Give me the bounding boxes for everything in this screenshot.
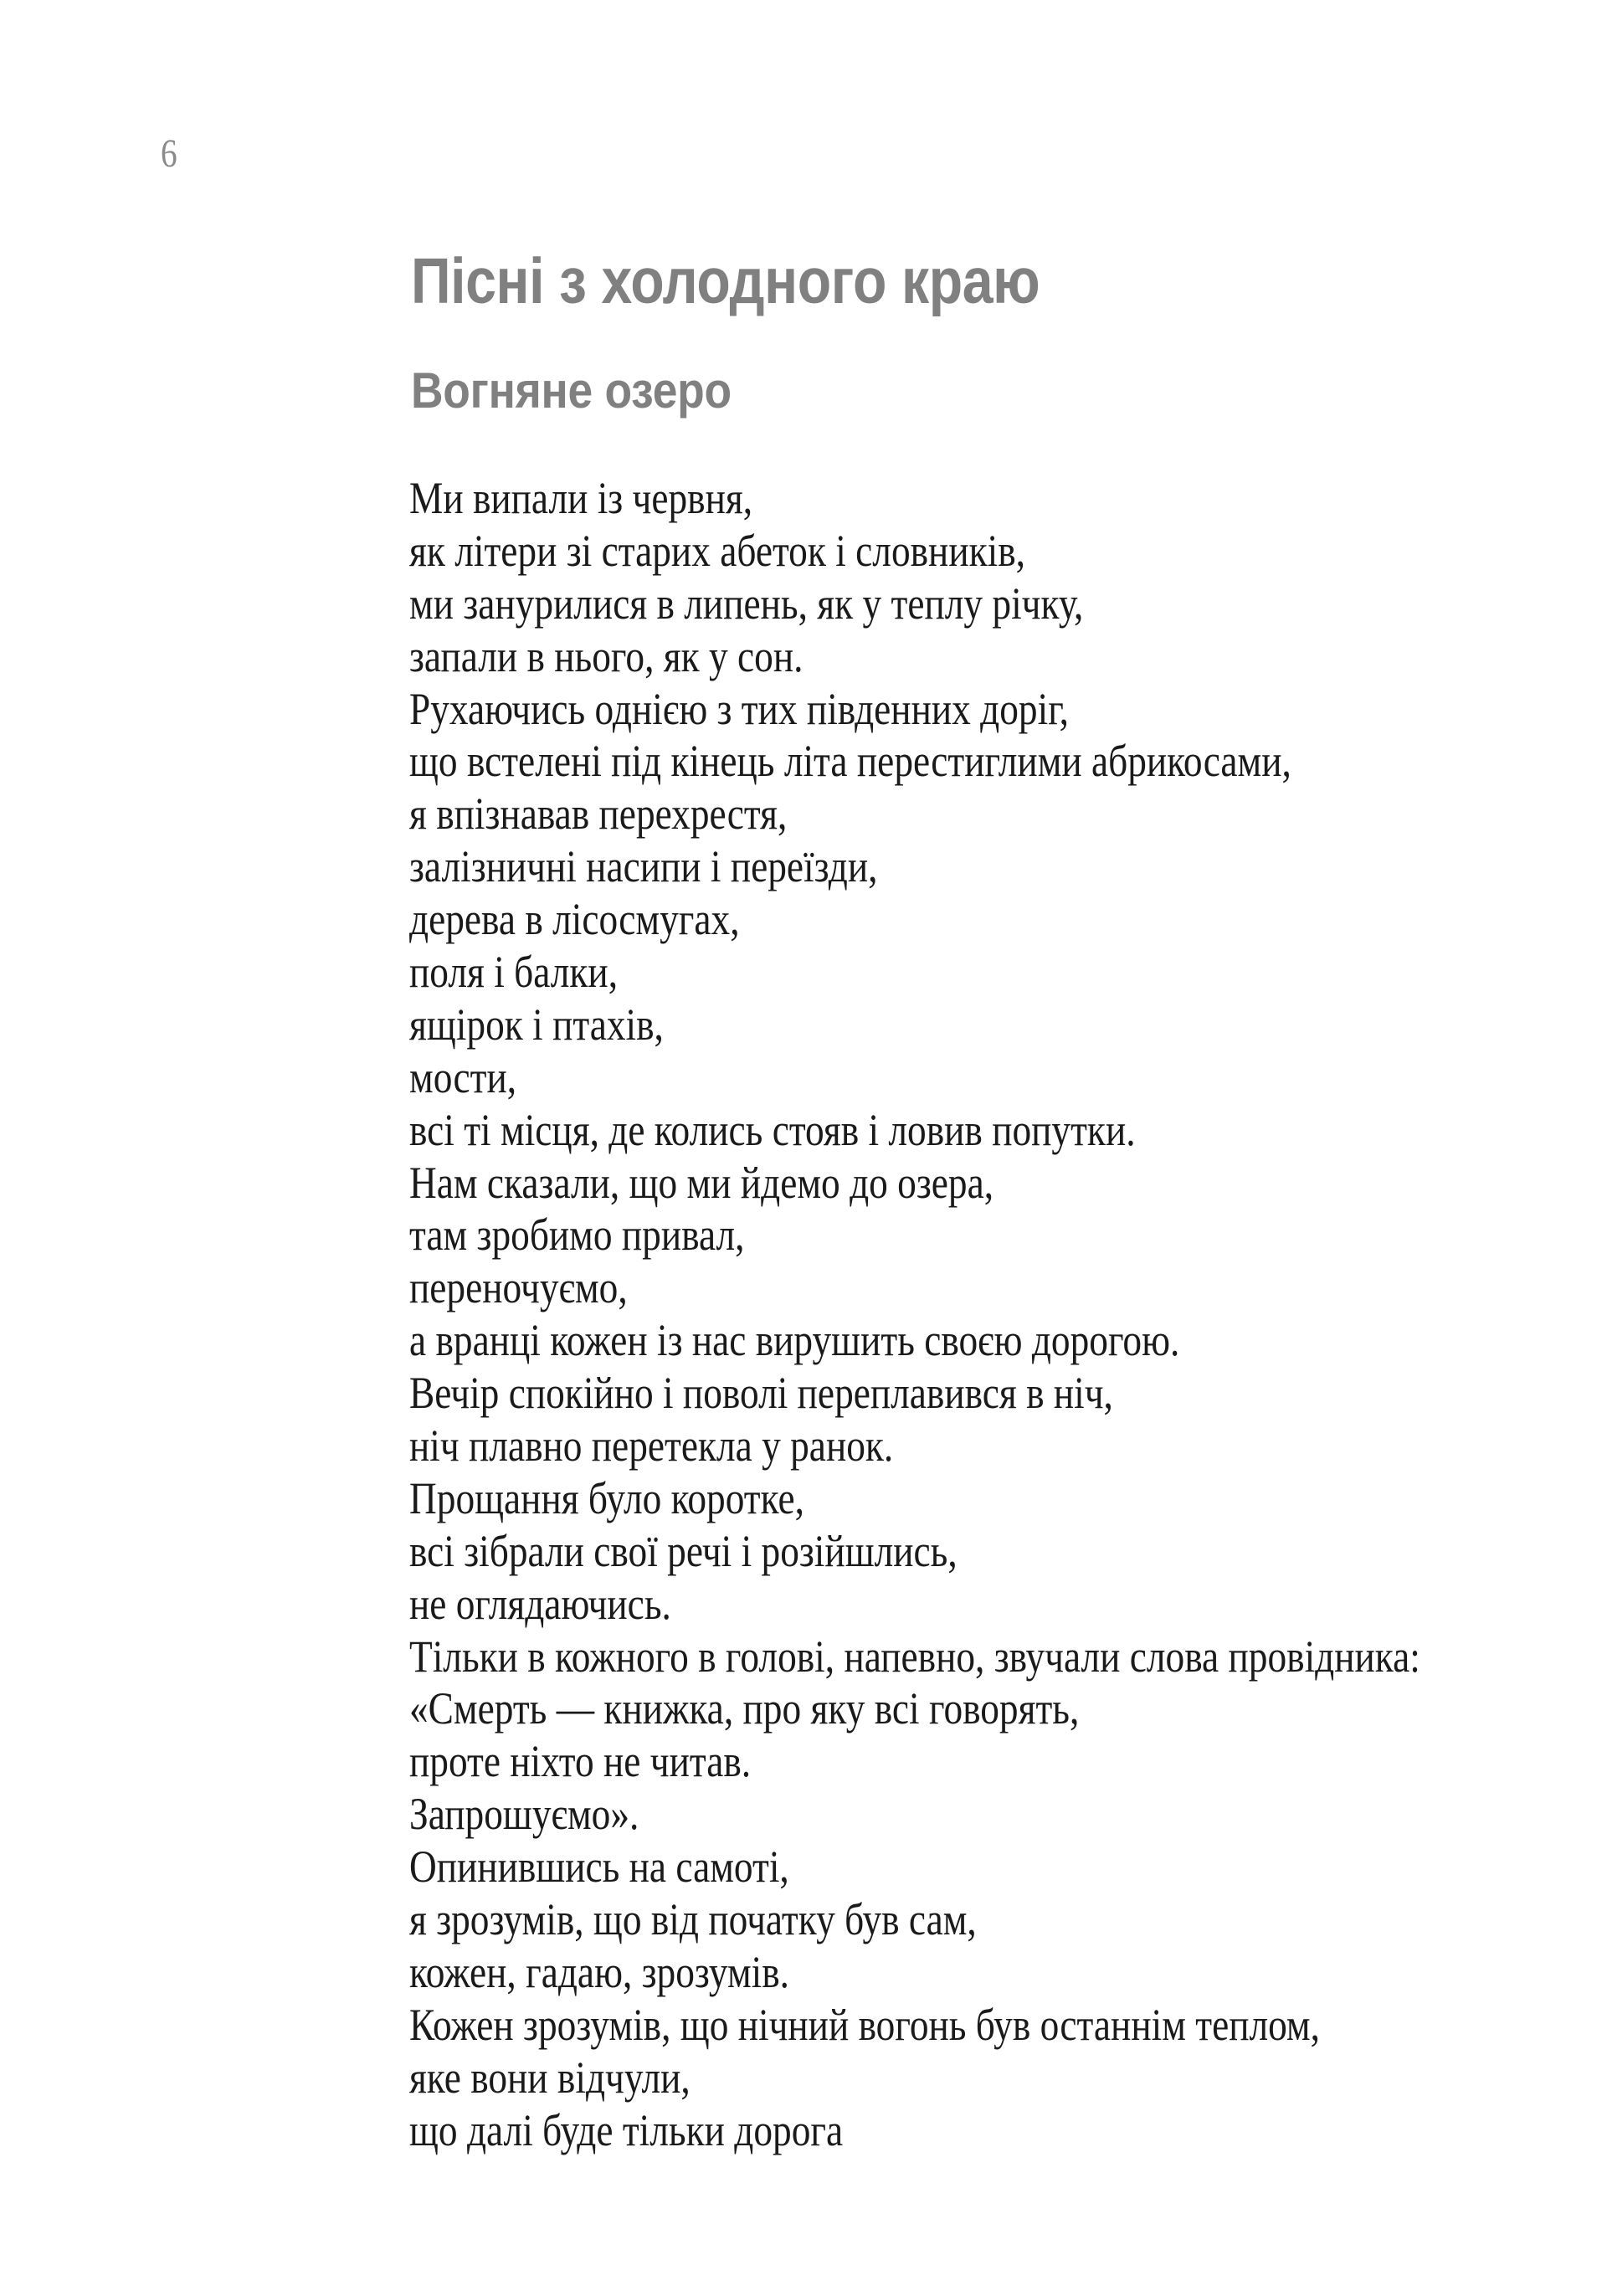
poem-line: проте ніхто не читав. [409,1736,752,1787]
poem-line: Рухаючись однією з тих південних доріг, [409,683,1070,734]
poem-line: Вечір спокійно і поволі переплавився в ніч, [409,1368,1113,1419]
poem-line: не оглядаючись. [409,1578,671,1629]
poem-line: там зробимо привал, [409,1210,745,1261]
poem-line: Ми випали із червня, [409,473,753,523]
poem-line: як літери зі старих абеток і словників, [409,525,1025,576]
poem-line: кожен, гадаю, зрозумів. [409,1946,790,1997]
poem-line: дерева в лісосмугах, [409,894,740,945]
poem-line: а вранці кожен із нас вирушить своєю дорогою. [409,1315,1180,1366]
poem-line: всі зібрали свої речі і розійшлись, [409,1525,958,1576]
poem-line: «Смерть — книжка, про яку всі говорять, [409,1683,1080,1734]
poem-line: залізничні насипи і переїзди, [409,841,878,892]
poem-line: що далі буде тільки дорога [409,2104,844,2155]
poem-line: поля і балки, [409,947,619,998]
poem-line: Кожен зрозумів, що нічний вогонь був останнім теплом, [409,1999,1320,2050]
poem-line: що встелені під кінець літа перестиглими абрикосами, [409,736,1291,787]
poem-line: переночуємо, [409,1262,628,1313]
poem-line: запали в нього, як у сон. [409,630,804,681]
poem-line: всі ті місця, де колись стояв і ловив попутки. [409,1104,1136,1155]
poem-line: Опинившись на самоті, [409,1841,789,1893]
poem-line: яке вони відчули, [409,2052,691,2103]
poem-line: Запрошуємо». [409,1789,639,1840]
poem-line: ми занурилися в липень, як у теплу річку, [409,578,1084,629]
page-number: 6 [161,131,177,176]
poem-line: Тільки в кожного в голові, напевно, звучали слова провідника: [409,1631,1420,1682]
poem-title: Вогняне озеро [411,362,732,419]
poem-line: я зрозумів, що від початку був сам, [409,1894,977,1945]
poem-line: мости, [409,1051,517,1102]
poem-line: ніч плавно перетекла у ранок. [409,1420,894,1472]
poem-line: Прощання було коротке, [409,1472,805,1523]
poem-body [409,472,1420,2157]
poem-line: я впізнавав перехрестя, [409,788,788,840]
poem-line: Нам сказали, що ми йдемо до озера, [409,1157,994,1208]
poem-line: ящірок і птахів, [409,999,664,1050]
section-title: Пісні з холодного краю [411,245,1040,317]
